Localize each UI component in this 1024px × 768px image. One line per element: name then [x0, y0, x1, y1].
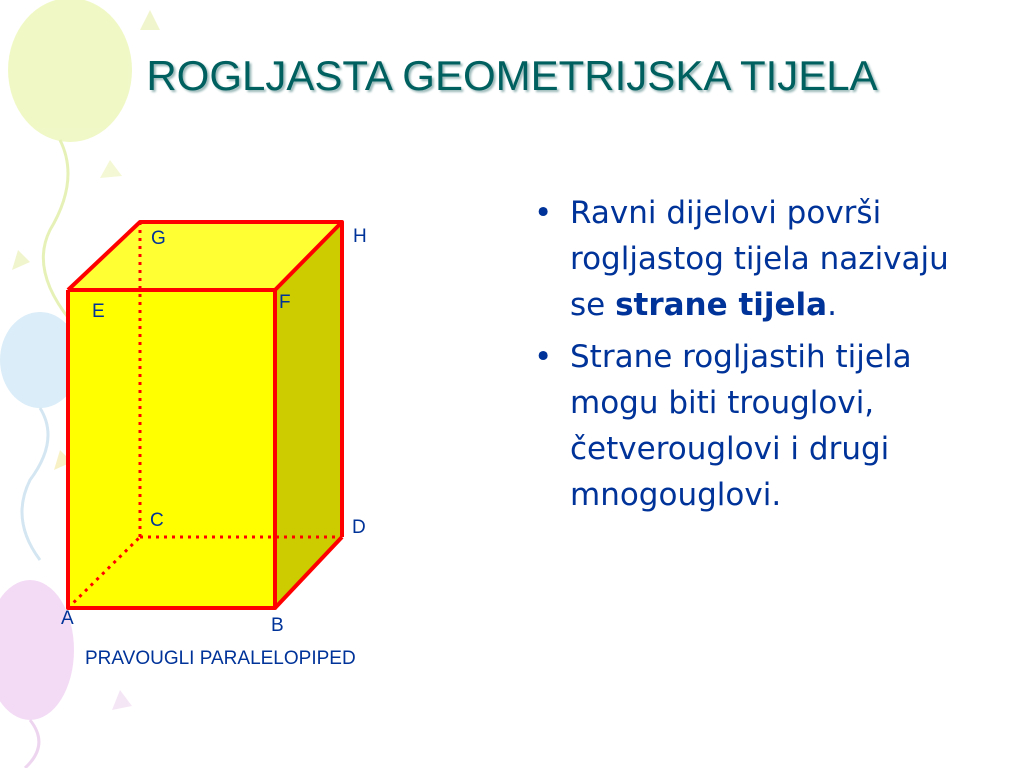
bullet-item — [532, 190, 992, 328]
bullet-text: Ravni dijelovi površi rogljastog tijela nazivaju se — [570, 195, 949, 323]
vertex-label-f: F — [279, 292, 291, 313]
front-face — [68, 290, 275, 608]
balloon-string — [25, 720, 39, 768]
vertex-label-g: G — [151, 228, 166, 249]
cuboid-figure — [0, 0, 520, 700]
vertex-label-d: D — [352, 517, 366, 538]
vertex-label-c: C — [150, 510, 164, 531]
bullet-marker: • — [534, 339, 553, 375]
vertex-label-h: H — [353, 226, 367, 247]
bullet-item — [532, 334, 992, 518]
bullet-list — [532, 190, 992, 524]
bullet-text-end: . — [827, 287, 837, 323]
vertex-label-e: E — [92, 301, 105, 322]
vertex-label-b: B — [271, 615, 284, 636]
vertex-label-a: A — [61, 608, 74, 629]
figure-caption: PRAVOUGLI PARALELOPIPED — [85, 648, 356, 669]
bullet-text: Strane rogljastih tijela mogu biti trouglovi, četverouglovi i drugi mnogouglovi. — [570, 339, 912, 513]
bullet-marker: • — [534, 195, 553, 231]
slide-title: ROGLJASTA GEOMETRIJSKA TIJELA — [146, 52, 878, 99]
bullet-bold-term: strane tijela — [615, 287, 828, 323]
